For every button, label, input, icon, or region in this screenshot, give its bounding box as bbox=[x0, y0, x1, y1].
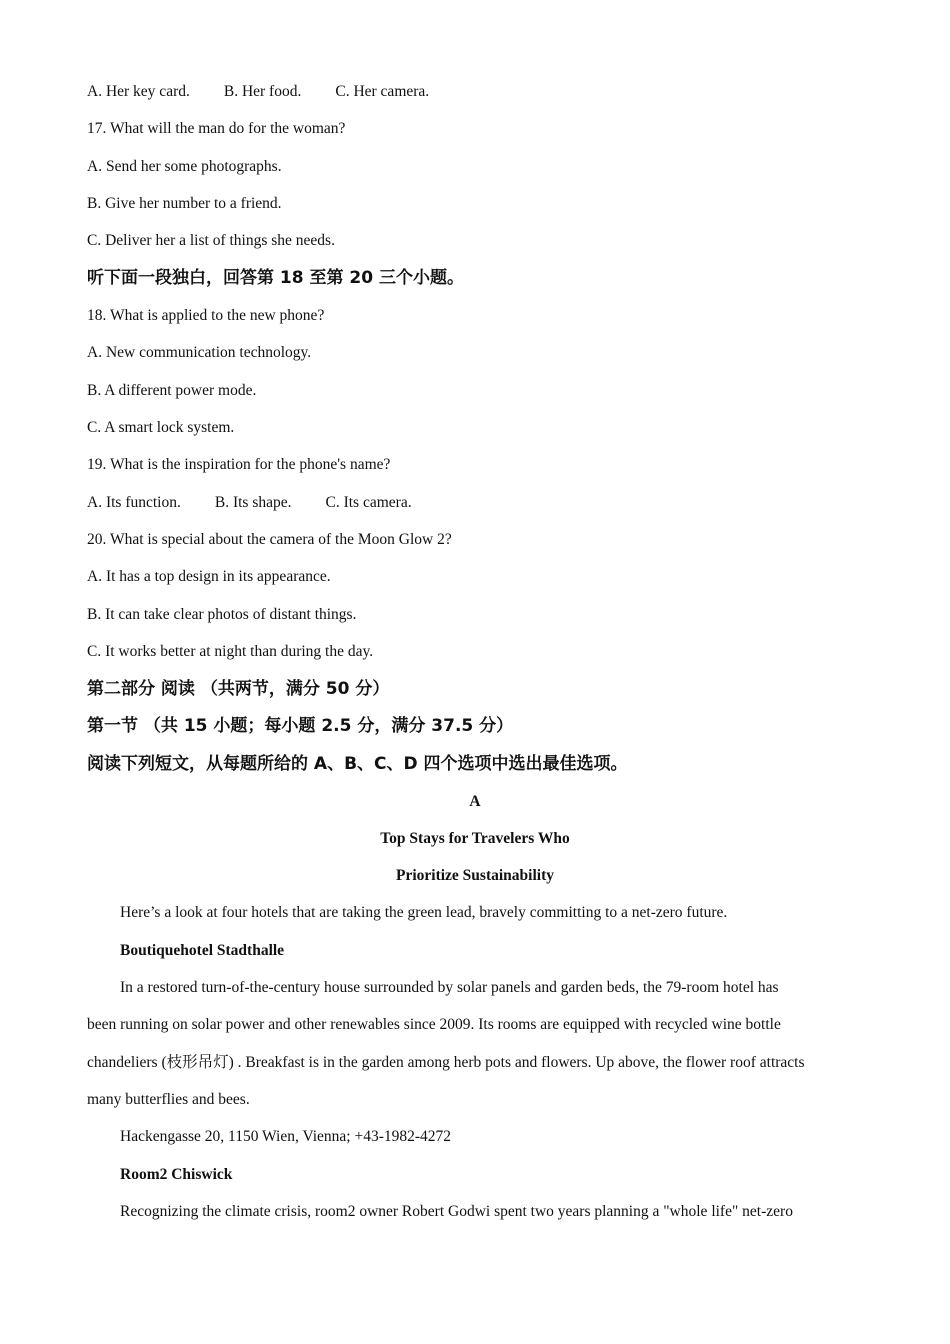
q17-option-a: A. Send her some photographs. bbox=[87, 158, 282, 175]
part2-heading: 第二部分 阅读 （共两节，满分 50 分） bbox=[87, 679, 390, 699]
hotel1-name: Boutiquehotel Stadthalle bbox=[120, 942, 285, 959]
q19-option-a: A. Its function. bbox=[87, 494, 181, 511]
q18-option-c: C. A smart lock system. bbox=[87, 419, 235, 436]
q19-options bbox=[87, 492, 412, 514]
q20-option-a: A. It has a top design in its appearance. bbox=[87, 568, 331, 585]
listening-instruction-18-20: 听下面一段独白，回答第 18 至第 20 三个小题。 bbox=[87, 268, 464, 288]
hotel1-paragraph-line3: chandeliers (枝形吊灯) . Breakfast is in the garden among herb pots and flowers. Up above, the flower roof attracts bbox=[87, 1054, 805, 1071]
q18-option-b: B. A different power mode. bbox=[87, 382, 257, 399]
q18-option-a: A. New communication technology. bbox=[87, 344, 312, 361]
hotel1-address: Hackengasse 20, 1150 Wien, Vienna; +43-1982-4272 bbox=[120, 1128, 452, 1145]
q17-option-b: B. Give her number to a friend. bbox=[87, 195, 282, 212]
hotel1-paragraph-line2: been running on solar power and other renewables since 2009. Its rooms are equipped with recycled wine bottle bbox=[87, 1016, 781, 1033]
hotel2-paragraph-line1: Recognizing the climate crisis, room2 owner Robert Godwi spent two years planning a "whole life" net-zero bbox=[120, 1203, 793, 1220]
passage-letter: A bbox=[469, 793, 481, 810]
q19-option-c: C. Its camera. bbox=[325, 494, 412, 511]
q16-option-a: A. Her key card. bbox=[87, 83, 190, 100]
q16-option-c: C. Her camera. bbox=[335, 83, 430, 100]
q19-stem: 19. What is the inspiration for the phone's name? bbox=[87, 456, 391, 473]
q16-options bbox=[87, 81, 429, 103]
passage-intro: Here’s a look at four hotels that are taking the green lead, bravely committing to a net-zero future. bbox=[120, 904, 728, 921]
section1-heading: 第一节 （共 15 小题；每小题 2.5 分，满分 37.5 分） bbox=[87, 716, 514, 736]
q20-option-b: B. It can take clear photos of distant things. bbox=[87, 606, 357, 623]
q20-option-c: C. It works better at night than during the day. bbox=[87, 643, 374, 660]
q18-stem: 18. What is applied to the new phone? bbox=[87, 307, 325, 324]
reading-instruction: 阅读下列短文，从每题所给的 A、B、C、D 四个选项中选出最佳选项。 bbox=[87, 754, 628, 774]
q19-option-b: B. Its shape. bbox=[214, 494, 292, 511]
q17-stem: 17. What will the man do for the woman? bbox=[87, 120, 346, 137]
passage-title-line2: Prioritize Sustainability bbox=[395, 867, 554, 884]
hotel1-paragraph-line1: In a restored turn-of-the-century house surrounded by solar panels and garden beds, the 79-room hotel has bbox=[120, 979, 779, 996]
hotel2-name: Room2 Chiswick bbox=[120, 1166, 233, 1183]
hotel1-paragraph-line4: many butterflies and bees. bbox=[87, 1091, 250, 1108]
q17-option-c: C. Deliver her a list of things she needs. bbox=[87, 232, 335, 249]
q16-option-b: B. Her food. bbox=[223, 83, 302, 100]
q20-stem: 20. What is special about the camera of the Moon Glow 2? bbox=[87, 531, 452, 548]
passage-title-line1: Top Stays for Travelers Who bbox=[380, 830, 570, 847]
